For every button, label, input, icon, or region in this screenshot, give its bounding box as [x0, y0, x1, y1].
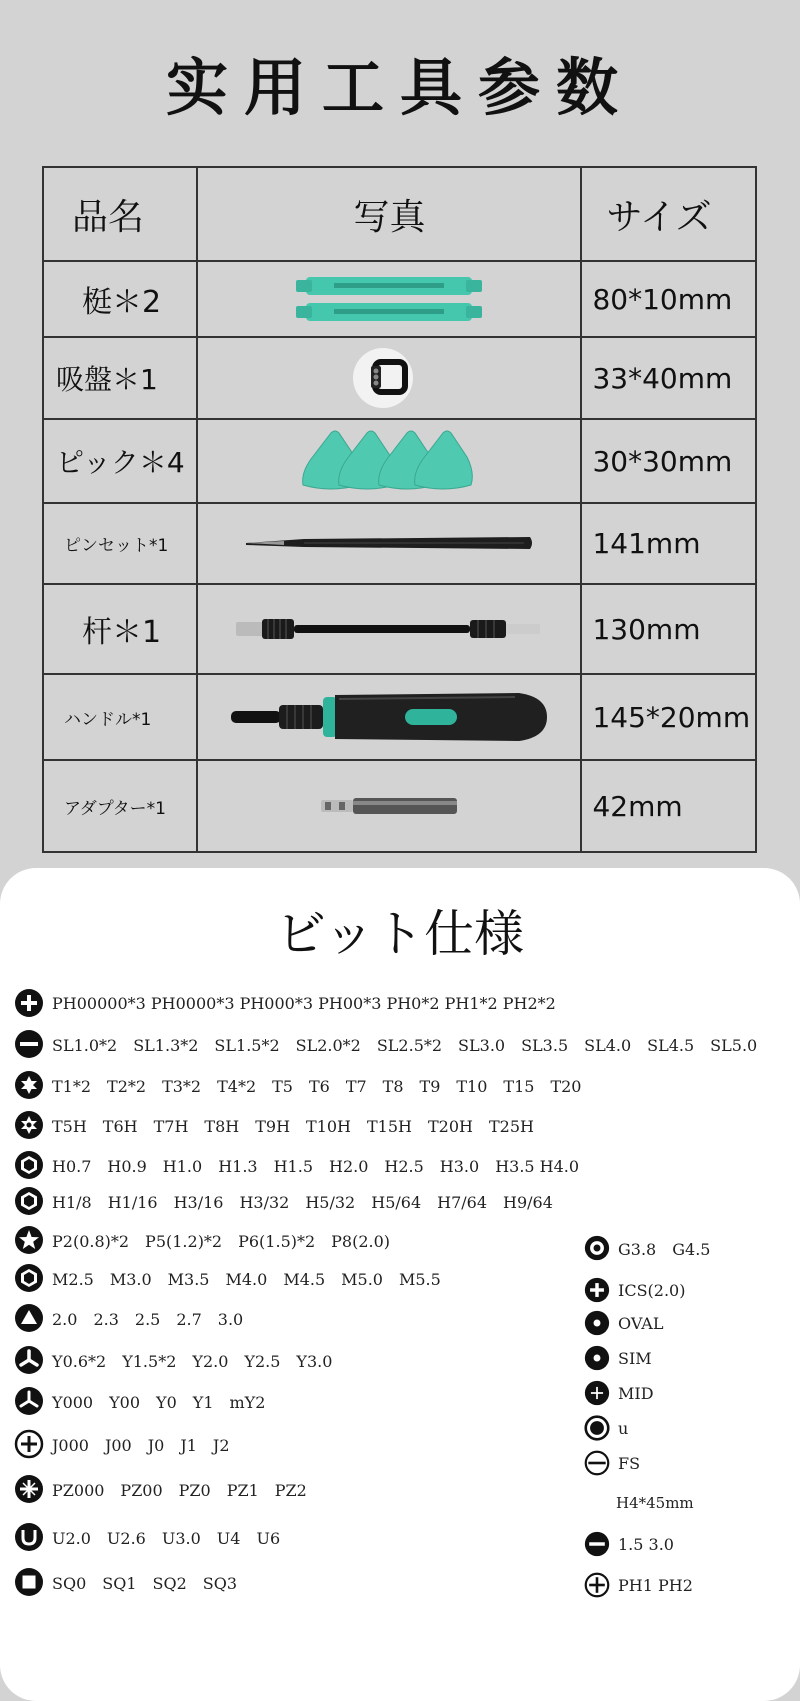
item-name: 杆＊1: [43, 584, 197, 674]
bit-row: [14, 1068, 581, 1102]
bit-text: G3.8 G4.5: [618, 1239, 711, 1259]
header-photo: 写真: [197, 167, 581, 261]
page-title: 实用工具参数: [165, 51, 634, 124]
oval-icon: [584, 1310, 610, 1336]
fs-icon: [584, 1450, 610, 1476]
item-size: 130mm: [581, 584, 756, 674]
bit-spec-title: ビット仕様: [276, 905, 524, 963]
bit-text: J000 J00 J0 J1 J2: [52, 1435, 230, 1455]
torx-icon: [14, 1070, 44, 1100]
bit-row: [584, 1231, 710, 1265]
bit-row: [14, 1301, 243, 1335]
item-name: ピック＊4: [43, 419, 197, 503]
bit-text: H1/8 H1/16 H3/16 H3/32 H5/32 H5/64 H7/64 H9/64: [52, 1192, 553, 1212]
phillips-outline-icon: [584, 1572, 610, 1598]
suction-cup-image: [349, 346, 429, 410]
bit-row: [584, 1376, 654, 1410]
item-size: 145*20mm: [581, 674, 756, 760]
bit-row: [14, 1472, 307, 1506]
slotted-icon: [14, 1029, 44, 1059]
table-row: [43, 503, 756, 584]
jis-icon: [14, 1429, 44, 1459]
pozidriv-icon: [14, 1474, 44, 1504]
bit-text: SIM: [618, 1348, 652, 1368]
bit-row: [14, 1184, 553, 1218]
bit-text: T5H T6H T7H T8H T9H T10H T15H T20H T25H: [52, 1116, 534, 1136]
sim-icon: [584, 1345, 610, 1371]
hex-inch-icon: [14, 1186, 44, 1216]
triangle-icon: [14, 1303, 44, 1333]
hex-icon: [14, 1150, 44, 1180]
bit-text: SQ0 SQ1 SQ2 SQ3: [52, 1573, 238, 1593]
square-icon: [14, 1567, 44, 1597]
u-tip-icon: [14, 1522, 44, 1552]
bit-row: [584, 1527, 674, 1561]
bit-text: H0.7 H0.9 H1.0 H1.3 H1.5 H2.0 H2.5 H3.0 H3.5 H4.0: [52, 1156, 580, 1176]
bit-text: ICS(2.0): [618, 1280, 686, 1300]
bit-row: [14, 1223, 390, 1257]
bit-text: SL1.0*2 SL1.3*2 SL1.5*2 SL2.0*2 SL2.5*2 SL3.0 SL3.5 SL4.0 SL4.5 SL5.0: [52, 1035, 758, 1055]
bit-text: 2.0 2.3 2.5 2.7 3.0: [52, 1309, 244, 1329]
item-size: 33*40mm: [581, 337, 756, 419]
item-name: アダプター*1: [43, 760, 197, 852]
item-name: 梃＊2: [43, 261, 197, 337]
table-row: [43, 337, 756, 419]
bit-text: U2.0 U2.6 U3.0 U4 U6: [52, 1528, 281, 1548]
table-row: [43, 760, 756, 852]
bit-text: MID: [618, 1383, 654, 1403]
bit-row: [14, 986, 556, 1020]
bit-row: [14, 1148, 579, 1182]
bit-text: u: [618, 1418, 629, 1438]
table-row: [43, 584, 756, 674]
y-tip-icon: [14, 1386, 44, 1416]
bit-row: [14, 1027, 757, 1061]
bit-text: PZ000 PZ00 PZ0 PZ1 PZ2: [52, 1480, 307, 1500]
item-size: 30*30mm: [581, 419, 756, 503]
u-circle-icon: [584, 1415, 610, 1441]
item-size: 141mm: [581, 503, 756, 584]
extension-rod-image: [234, 614, 544, 644]
bit-text: 1.5 3.0: [618, 1534, 674, 1554]
tweezers-image: [244, 529, 534, 559]
pry-tool-image: [294, 269, 484, 329]
item-size: 42mm: [581, 760, 756, 852]
spec-table: [42, 166, 757, 853]
table-header-row: [43, 167, 756, 261]
phillips-icon: [14, 988, 44, 1018]
bit-text: OVAL: [618, 1313, 664, 1333]
header-name: 品名: [43, 167, 197, 261]
bit-text: P2(0.8)*2 P5(1.2)*2 P6(1.5)*2 P8(2.0): [52, 1231, 391, 1251]
bit-row: [584, 1568, 693, 1602]
bit-text: Y000 Y00 Y0 Y1 mY2: [52, 1392, 266, 1412]
table-row: [43, 419, 756, 503]
bit-row: [14, 1108, 534, 1142]
bit-row: [584, 1411, 628, 1445]
bit-text: PH1 PH2: [618, 1575, 693, 1595]
picks-image: [299, 429, 479, 493]
header-size: サイズ: [581, 167, 756, 261]
bit-row: [14, 1261, 441, 1295]
hex-nut-icon: [14, 1263, 44, 1293]
adapter-image: [319, 794, 459, 818]
bit-row: [14, 1343, 332, 1377]
bit-row: [14, 1565, 237, 1599]
bit-row: [14, 1520, 280, 1554]
item-name: ピンセット*1: [43, 503, 197, 584]
slotted-icon: [584, 1531, 610, 1557]
item-name: 吸盤＊1: [43, 337, 197, 419]
adapter-size-text: H4*45mm: [616, 1494, 694, 1512]
tri-wing-icon: [14, 1345, 44, 1375]
ics-icon: [584, 1277, 610, 1303]
mid-icon: [584, 1380, 610, 1406]
bit-row: [584, 1341, 652, 1375]
torx-security-icon: [14, 1110, 44, 1140]
bit-text: FS: [618, 1453, 641, 1473]
bit-row: [14, 1384, 265, 1418]
bit-text: T1*2 T2*2 T3*2 T4*2 T5 T6 T7 T8 T9 T10 T15 T20: [52, 1076, 582, 1096]
bit-row: [14, 1427, 230, 1461]
gear-tip-icon: [584, 1235, 610, 1261]
handle-image: [229, 689, 549, 745]
bit-text: PH00000*3 PH0000*3 PH000*3 PH00*3 PH0*2 PH1*2 PH2*2: [52, 993, 556, 1013]
bit-row: [584, 1446, 640, 1480]
table-row: [43, 674, 756, 760]
bit-text: M2.5 M3.0 M3.5 M4.0 M4.5 M5.0 M5.5: [52, 1269, 441, 1289]
bit-row: [584, 1273, 685, 1307]
item-name: ハンドル*1: [43, 674, 197, 760]
bit-text: Y0.6*2 Y1.5*2 Y2.0 Y2.5 Y3.0: [52, 1351, 333, 1371]
item-size: 80*10mm: [581, 261, 756, 337]
pentalobe-icon: [14, 1225, 44, 1255]
table-row: [43, 261, 756, 337]
bit-row: [584, 1306, 663, 1340]
